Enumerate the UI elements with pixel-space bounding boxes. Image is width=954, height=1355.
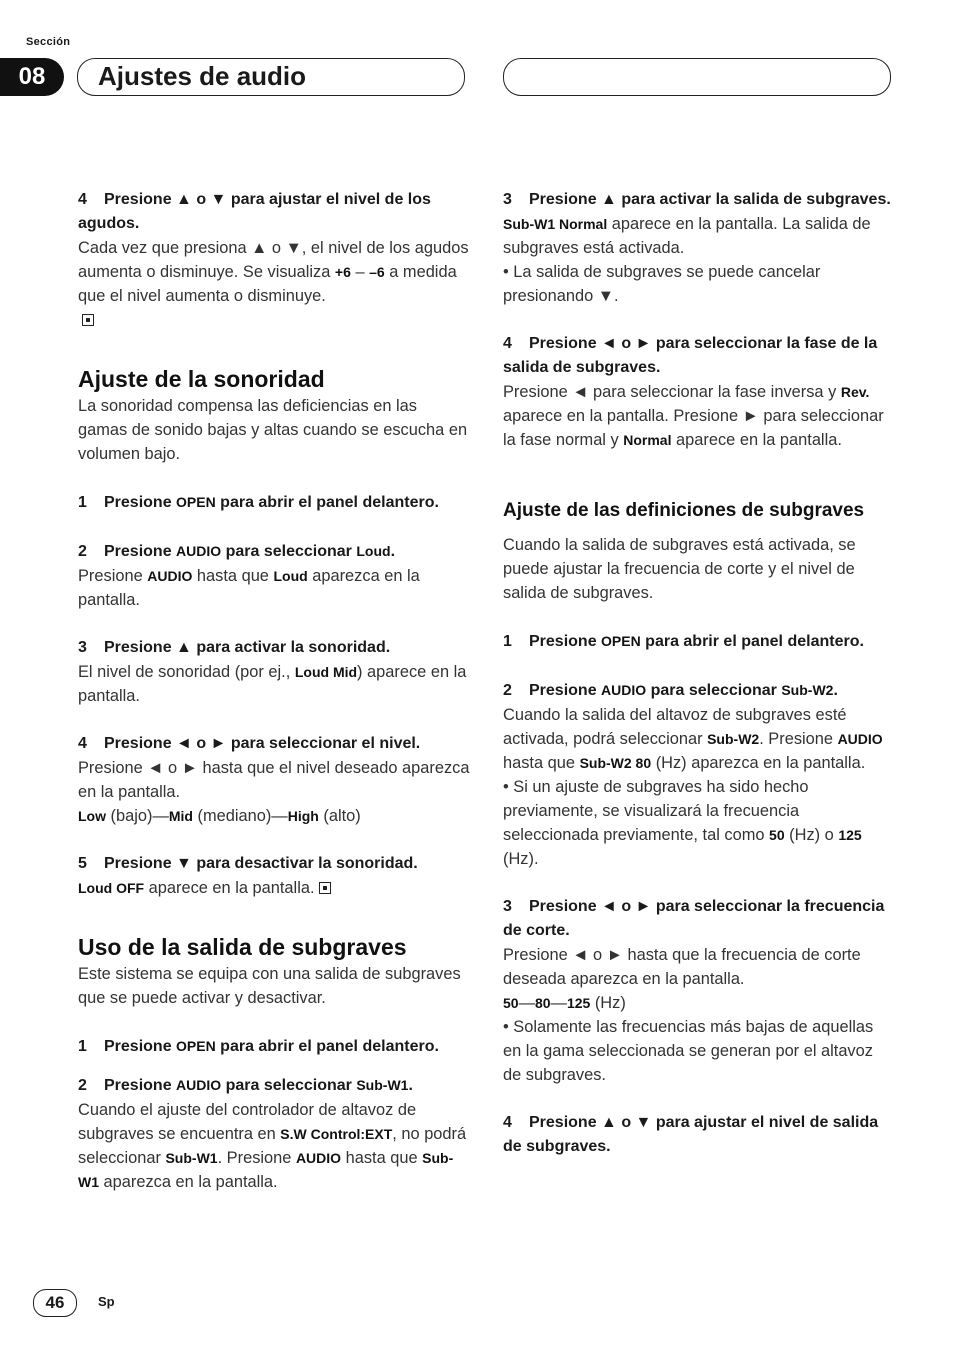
step-body: Cuando la salida del altavoz de subgraves esté activada, podrá seleccionar Sub-W2. Presione AUDIO hasta que Sub-W2 80 (Hz) aparezca en la pantalla. (503, 706, 883, 772)
left-column (78, 188, 470, 1194)
step-body: Presione ◄ para seleccionar la fase inversa y Rev. aparece en la pantalla. Presione ► para seleccionar la fase normal y Normal aparece en la pantalla. (503, 383, 884, 449)
step-heading: 1 Presione OPEN para abrir el panel delantero. (78, 1038, 439, 1055)
step-body: Loud OFF aparece en la pantalla. (78, 876, 470, 900)
step-body: Presione ◄ o ► hasta que el nivel deseado aparezca en la pantalla. Low (bajo)—Mid (mediano)—High (alto) (78, 759, 470, 825)
section-number: 08 (0, 58, 64, 96)
section-heading-subgraves: Uso de la salida de subgraves (78, 934, 407, 960)
bullet-note: • Si un ajuste de subgraves ha sido hecho previamente, se visualizará la frecuencia seleccionada previamente, tal como 50 (Hz) o 125 (Hz). (503, 778, 862, 868)
bullet-note: • La salida de subgraves se puede cancelar presionando ▼. (503, 263, 821, 305)
step-body: Sub-W1 Normal aparece en la pantalla. La salida de subgraves está activada. (503, 215, 871, 257)
bullet-note: • Solamente las frecuencias más bajas de aquellas en la gama seleccionada se generan por el altavoz de subgraves. (503, 1018, 874, 1084)
step-body: Cada vez que presiona ▲ o ▼, el nivel de los agudos aumenta o disminuye. Se visualiza +6 – –6 a medida que el nivel aumenta o disminuye. (78, 236, 470, 332)
title-frame-right (503, 58, 891, 96)
section-intro: La sonoridad compensa las deficiencias en las gamas de sonido bajas y altas cuando se escucha en volumen bajo. (78, 397, 468, 463)
step-body: Presione AUDIO hasta que Loud aparezca en la pantalla. (78, 567, 420, 609)
step-heading: 3 Presione ▲ para activar la salida de subgraves. (503, 191, 891, 208)
step-heading: 4 Presione ◄ o ► para seleccionar el nivel. (78, 735, 421, 752)
step-heading: 2 Presione AUDIO para seleccionar Loud. (78, 543, 396, 560)
step-body: Presione ◄ o ► hasta que la frecuencia de corte deseada aparezca en la pantalla. 50—80—125 (Hz) (503, 946, 861, 1012)
step-heading: 4 Presione ▲ o ▼ para ajustar el nivel de los agudos. (78, 191, 431, 232)
page-title: Ajustes de audio (98, 61, 307, 91)
step-heading: 3 Presione ▲ para activar la sonoridad. (78, 639, 391, 656)
end-of-section-icon (82, 314, 94, 326)
step-body: El nivel de sonoridad (por ej., Loud Mid) aparece en la pantalla. (78, 663, 467, 705)
page-number: 46 (33, 1289, 77, 1317)
section-label: Sección (26, 36, 71, 48)
step-heading: 4 Presione ▲ o ▼ para ajustar el nivel de salida de subgraves. (503, 1114, 879, 1155)
section-heading-definiciones: Ajuste de las definiciones de subgraves (503, 500, 865, 521)
step-heading: 3 Presione ◄ o ► para seleccionar la frecuencia de corte. (503, 898, 885, 939)
language-code: Sp (98, 1294, 115, 1309)
step-heading: 5 Presione ▼ para desactivar la sonoridad. (78, 855, 418, 872)
section-intro: Este sistema se equipa con una salida de subgraves que se puede activar y desactivar. (78, 965, 461, 1007)
step-heading: 1 Presione OPEN para abrir el panel delantero. (503, 633, 864, 650)
step-body: Cuando el ajuste del controlador de altavoz de subgraves se encuentra en S.W Control:EXT, no podrá seleccionar Sub-W1. Presione AUDIO hasta que Sub-W1 aparezca en la pantalla. (78, 1101, 467, 1191)
section-heading-sonoridad: Ajuste de la sonoridad (78, 366, 325, 392)
end-of-section-icon (319, 882, 331, 894)
step-heading: 1 Presione OPEN para abrir el panel delantero. (78, 494, 439, 511)
right-column (503, 188, 895, 1159)
step-heading: 4 Presione ◄ o ► para seleccionar la fase de la salida de subgraves. (503, 335, 878, 376)
section-intro: Cuando la salida de subgraves está activada, se puede ajustar la frecuencia de corte y el nivel de salida de subgraves. (503, 536, 856, 602)
step-heading: 2 Presione AUDIO para seleccionar Sub-W1. (78, 1077, 413, 1094)
step-heading: 2 Presione AUDIO para seleccionar Sub-W2. (503, 682, 838, 699)
